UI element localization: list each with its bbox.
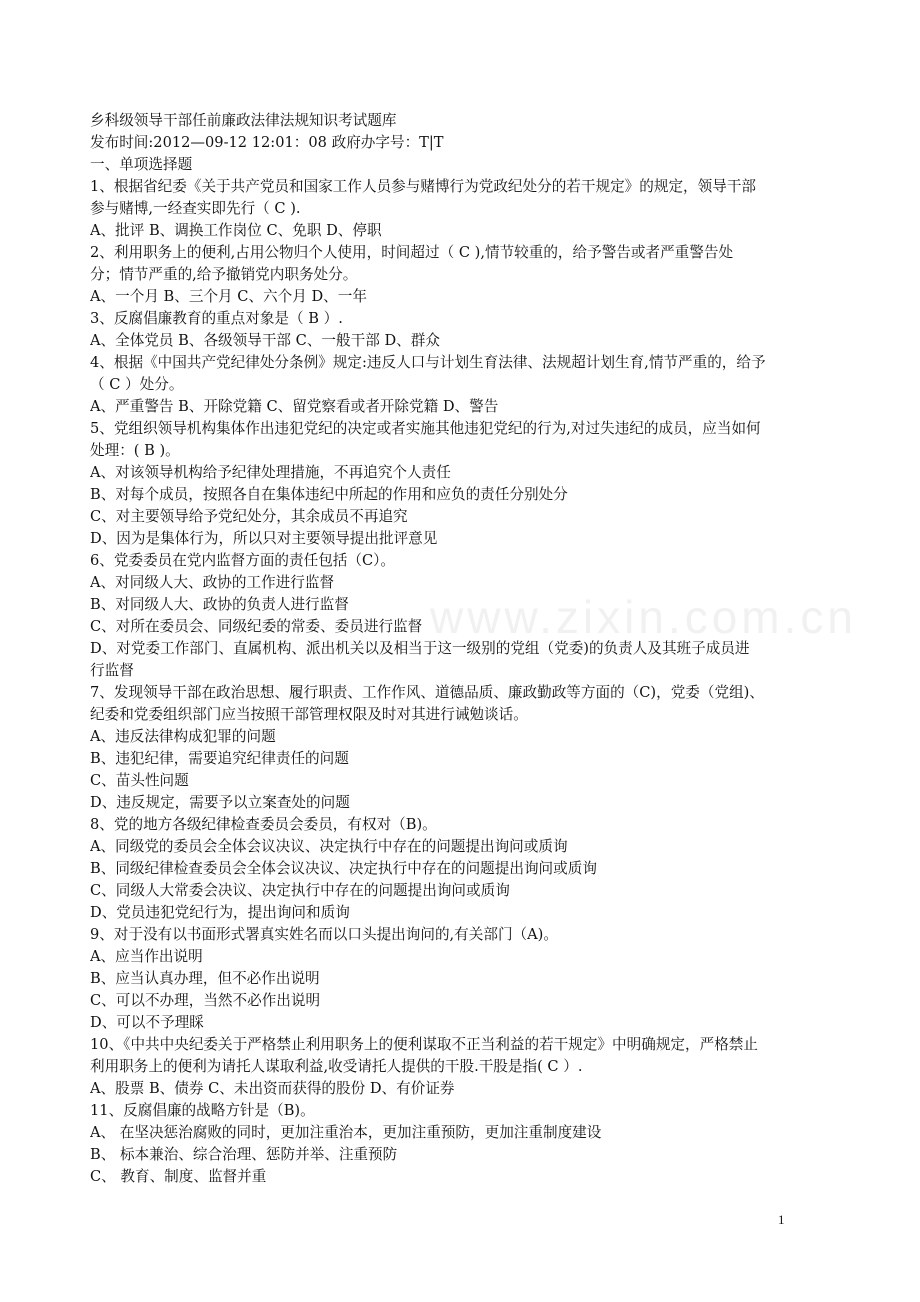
text-line: B、违犯纪律，需要追究纪律责任的问题 bbox=[90, 750, 349, 767]
text-line: A、一个月 B、三个月 C、六个月 D、一年 bbox=[90, 288, 367, 305]
text-line: 一、单项选择题 bbox=[90, 156, 193, 173]
text-line: D、因为是集体行为，所以只对主要领导提出批评意见 bbox=[90, 530, 438, 547]
text-line: 6、党委委员在党内监督方面的责任包括（C）。 bbox=[90, 552, 396, 569]
text-line: 10、《中共中央纪委关于严格禁止利用职务上的便利谋取不正当利益的若干规定》中明确规定，严格禁止 bbox=[90, 1036, 758, 1053]
page-number: 1 bbox=[778, 1212, 785, 1227]
text-line: 参与赌博,一经查实即先行（ C ). bbox=[90, 200, 301, 217]
text-line: A、批评 B、调换工作岗位 C、免职 D、停职 bbox=[90, 222, 382, 239]
text-line: B、应当认真办理，但不必作出说明 bbox=[90, 970, 320, 987]
text-line: 4、根据《中国共产党纪律处分条例》规定:违反人口与计划生育法律、法规超计划生育,情节严重的，给予 bbox=[90, 354, 766, 371]
text-line: 乡科级领导干部任前廉政法律法规知识考试题库 bbox=[90, 112, 397, 129]
text-line: A、严重警告 B、开除党籍 C、留党察看或者开除党籍 D、警告 bbox=[90, 398, 499, 415]
text-line: 发布时间:2012—09-12 12:01：08 政府办字号：T|T bbox=[90, 134, 444, 151]
text-line: A、对同级人大、政协的工作进行监督 bbox=[90, 574, 335, 591]
text-line: B、对同级人大、政协的负责人进行监督 bbox=[90, 596, 349, 613]
text-line: D、可以不予理睬 bbox=[90, 1014, 204, 1031]
text-line: 利用职务上的便利为请托人谋取利益,收受请托人提供的干股.干股是指( C ）. bbox=[90, 1058, 583, 1075]
text-line: C、苗头性问题 bbox=[90, 772, 189, 789]
text-line: D、违反规定，需要予以立案查处的问题 bbox=[90, 794, 350, 811]
text-line: C、对所在委员会、同级纪委的常委、委员进行监督 bbox=[90, 618, 423, 635]
text-line: B、 标本兼治、综合治理、惩防并举、注重预防 bbox=[90, 1146, 398, 1163]
text-line: A、股票 B、债券 C、未出资而获得的股份 D、有价证券 bbox=[90, 1080, 455, 1097]
text-line: 11、反腐倡廉的战略方针是（B)。 bbox=[90, 1102, 315, 1119]
watermark: www.zixin.com.cn bbox=[430, 591, 857, 643]
text-line: 纪委和党委组织部门应当按照干部管理权限及时对其进行诫勉谈话。 bbox=[90, 706, 528, 723]
text-line: 处理：( B )。 bbox=[90, 442, 180, 459]
text-line: 5、党组织领导机构集体作出违犯党纪的决定或者实施其他违犯党纪的行为,对过失违纪的成员，应当如何 bbox=[90, 420, 761, 437]
text-line: A、应当作出说明 bbox=[90, 948, 203, 965]
text-line: D、党员违犯党纪行为，提出询问和质询 bbox=[90, 904, 350, 921]
text-line: C、对主要领导给予党纪处分，其余成员不再追究 bbox=[90, 508, 408, 525]
text-line: A、对该领导机构给予纪律处理措施，不再追究个人责任 bbox=[90, 464, 451, 481]
document-body bbox=[90, 110, 835, 1188]
text-line: A、同级党的委员会全体会议决议、决定执行中存在的问题提出询问或质询 bbox=[90, 838, 568, 855]
text-line: 9、对于没有以书面形式署真实姓名而以口头提出询问的,有关部门（A)。 bbox=[90, 926, 558, 943]
text-line: 3、反腐倡廉教育的重点对象是（ B ）. bbox=[90, 310, 343, 327]
text-line: C、同级人大常委会决议、决定执行中存在的问题提出询问或质询 bbox=[90, 882, 510, 899]
text-line: B、对每个成员，按照各自在集体违纪中所起的作用和应负的责任分别处分 bbox=[90, 486, 568, 503]
text-line: 7、发现领导干部在政治思想、履行职责、工作作风、道德品质、廉政勤政等方面的（C)，党委（党组)、 bbox=[90, 684, 764, 701]
text-line: 2、利用职务上的便利,占用公物归个人使用，时间超过（ C ),情节较重的，给予警告或者严重警告处 bbox=[90, 244, 734, 261]
text-line: B、同级纪律检查委员会全体会议决议、决定执行中存在的问题提出询问或质询 bbox=[90, 860, 597, 877]
text-line: A、 在坚决惩治腐败的同时，更加注重治本，更加注重预防，更加注重制度建设 bbox=[90, 1124, 602, 1141]
text-line: C、可以不办理，当然不必作出说明 bbox=[90, 992, 321, 1009]
text-line: 8、党的地方各级纪律检查委员会委员，有权对（B)。 bbox=[90, 816, 437, 833]
text-line: D、对党委工作部门、直属机构、派出机关以及相当于这一级别的党组（党委)的负责人及其班子成员进 bbox=[90, 640, 750, 657]
text-line: A、违反法律构成犯罪的问题 bbox=[90, 728, 276, 745]
text-line: 1、根据省纪委《关于共产党员和国家工作人员参与赌博行为党政纪处分的若干规定》的规定，领导干部 bbox=[90, 178, 757, 195]
text-line: 分；情节严重的,给予撤销党内职务处分。 bbox=[90, 266, 358, 283]
text-line: A、全体党员 B、各级领导干部 C、一般干部 D、群众 bbox=[90, 332, 440, 349]
text-line: C、 教育、制度、监督并重 bbox=[90, 1168, 267, 1185]
text-line: 行监督 bbox=[90, 662, 134, 679]
text-line: （ C ）处分。 bbox=[90, 376, 184, 393]
